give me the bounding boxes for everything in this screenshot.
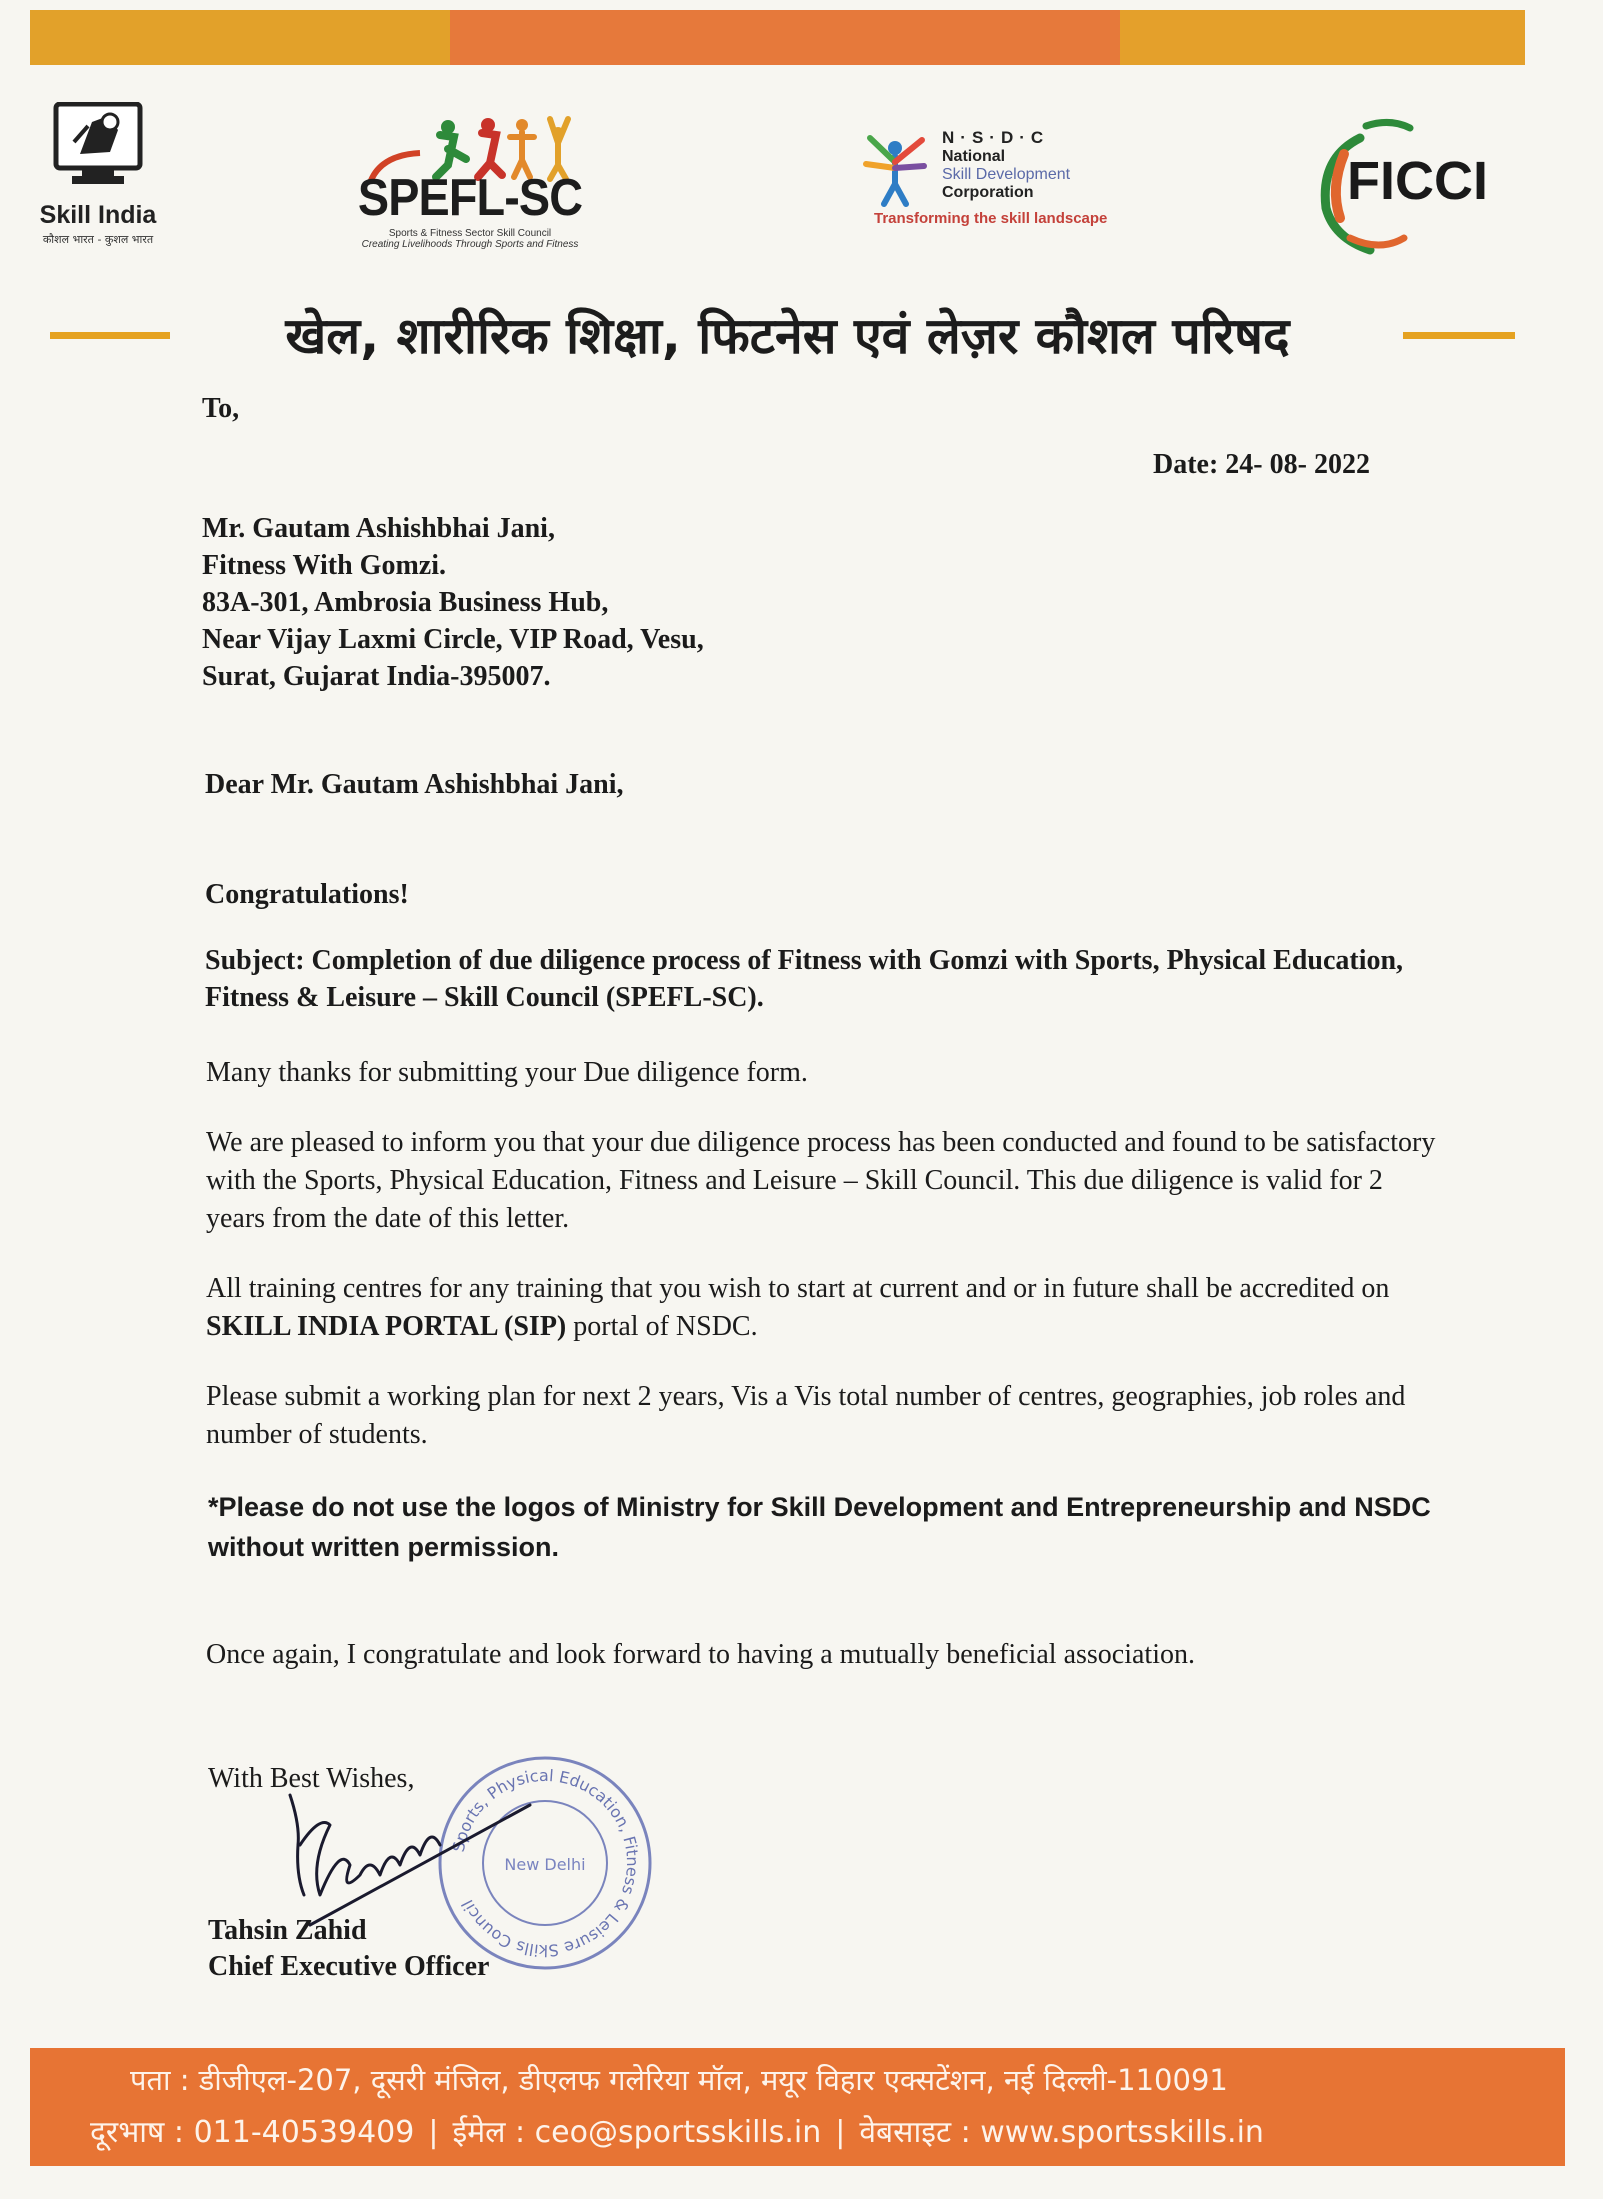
subject-line: Subject: Completion of due diligence process of Fitness with Gomzi with Sports, Physical Education, Fitness & Leisure – Skill Council (SPEFL-SC). [205, 945, 1404, 1013]
nsdc-people-icon [860, 128, 930, 208]
top-color-band [30, 10, 1525, 65]
footer-address: पता : डीजीएल-207, दूसरी मंजिल, डीएलफ गलेरिया मॉल, मयूर विहार एक्सटेंशन, नई दिल्ली-110091 [130, 2063, 1228, 2097]
skill-india-name: Skill India [39, 201, 157, 229]
address-line: Fitness With Gomzi. [202, 550, 446, 581]
footer-website[interactable]: वेबसाइट : www.sportsskills.in [859, 2115, 1264, 2150]
salutation: Dear Mr. Gautam Ashishbhai Jani, [205, 769, 624, 800]
logo-usage-note: *Please do not use the logos of Ministry for Skill Development and Entrepreneurship and NSDC without written permission. [208, 1492, 1431, 1562]
nsdc-tagline: Transforming the skill landscape [874, 210, 1108, 227]
footer-contacts [90, 2110, 1264, 2151]
accreditation-text: All training centres for any training that you wish to start at current and or in future shall be accredited on [206, 1273, 1390, 1304]
recipient-address [202, 510, 704, 695]
footer-separator: | [835, 2115, 846, 2150]
ficci-name: FICCI [1347, 151, 1488, 211]
nsdc-logo [860, 128, 1120, 227]
band-left [30, 10, 450, 65]
footer-band [30, 2048, 1565, 2166]
address-line: 83A-301, Ambrosia Business Hub, [202, 587, 609, 618]
title-rule-right [1403, 332, 1515, 339]
sip-portal-name: SKILL INDIA PORTAL (SIP) [206, 1311, 567, 1342]
seal-ring-text: Sports, Physical Education, Fitness & Leisure Skills Council [448, 1765, 643, 1961]
paragraph-accreditation [206, 1270, 1436, 1346]
council-title-row [50, 300, 1515, 370]
spefl-sc-subtitle: Sports & Fitness Sector Skill Council [388, 228, 552, 239]
footer-phone: दूरभाष : 011-40539409 [90, 2115, 415, 2150]
seal-center-text: New Delhi [504, 1855, 586, 1874]
council-title: खेल, शारीरिक शिक्षा, फिटनेस एवं लेज़र कौशल परिषद [285, 307, 1290, 365]
skill-india-emblem-icon [52, 102, 144, 190]
nsdc-line2: Skill Development [942, 166, 1071, 183]
spefl-sc-name: SPEFL-SC [357, 169, 583, 227]
band-right [1120, 10, 1525, 65]
spefl-sc-tagline: Creating Livelihoods Through Sports and Fitness [361, 239, 579, 250]
band-middle [450, 10, 1120, 65]
signer-name: Tahsin Zahid [208, 1915, 367, 1946]
footer-email[interactable]: ईमेल : ceo@sportsskills.in [452, 2115, 822, 2150]
paragraph-working-plan: Please submit a working plan for next 2 years, Vis a Vis total number of centres, geographies, job roles and number of students. [206, 1381, 1406, 1450]
closing-line: With Best Wishes, [208, 1763, 415, 1794]
skill-india-logo [28, 102, 168, 247]
signer-title: Chief Executive Officer [208, 1951, 490, 1982]
nsdc-line3: Corporation [942, 184, 1034, 201]
paragraph-thanks: Many thanks for submitting your Due diligence form. [206, 1057, 808, 1088]
accreditation-text-end: portal of NSDC. [566, 1311, 758, 1342]
congratulations: Congratulations! [205, 879, 409, 910]
address-line: Mr. Gautam Ashishbhai Jani, [202, 513, 555, 544]
title-rule-left [50, 332, 170, 339]
nsdc-abbr: N·S·D·C [942, 128, 1050, 147]
nsdc-line1: National [942, 148, 1006, 165]
skill-india-tagline: कौशल भारत - कुशल भारत [42, 233, 154, 246]
paragraph-due-diligence: We are pleased to inform you that your due diligence process has been conducted and found to be satisfactory with the Sports, Physical Education, Fitness and Leisure – Skill Council. This due diligence is valid for 2 years from the date of this letter. [206, 1127, 1436, 1234]
to-line: To, [202, 393, 240, 424]
footer-separator: | [428, 2115, 439, 2150]
address-line: Surat, Gujarat India-395007. [202, 661, 551, 692]
letter-date: Date: 24- 08- 2022 [1153, 449, 1370, 480]
address-line: Near Vijay Laxmi Circle, VIP Road, Vesu, [202, 624, 704, 655]
ficci-logo [1300, 118, 1510, 258]
spefl-sc-logo [340, 115, 600, 250]
paragraph-closing: Once again, I congratulate and look forward to having a mutually beneficial association. [206, 1639, 1195, 1670]
